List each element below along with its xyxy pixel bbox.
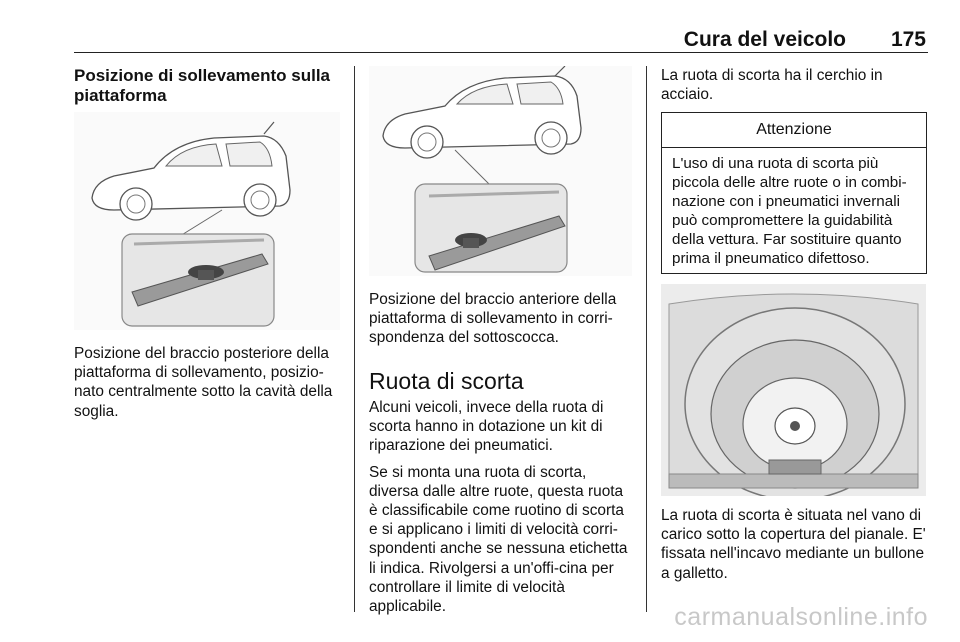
- figure-caption: La ruota di scorta è situata nel vano di carico sotto la copertura del pianale. E' fissata nell'incavo mediante un bullone a galletto.: [661, 507, 926, 582]
- column-divider: [646, 66, 647, 612]
- caption-block: [661, 506, 928, 583]
- figure-caption: Posizione del braccio posteriore della piattaforma di sollevamento, posizio-nato centralmente sotto la cavità della soglia.: [74, 345, 333, 420]
- figure-front-lift-point: [369, 66, 632, 276]
- figure-spare-wheel: [661, 284, 926, 496]
- warning-title: Attenzione: [662, 113, 926, 148]
- caption-block: [74, 344, 340, 421]
- figure-caption: Posizione del braccio anteriore della piattaforma di sollevamento in corri-spondenza del sottoscocca.: [369, 291, 617, 347]
- warning-box: [661, 112, 927, 274]
- intro-text: [661, 66, 928, 104]
- column-divider: [354, 66, 355, 612]
- section-heading: Posizione di sollevamento sulla piattaforma: [74, 66, 331, 105]
- page-number: 175: [890, 28, 926, 51]
- warning-text: L'uso di una ruota di scorta più piccola delle altre ruote o in combi-nazione con i pneumatici invernali può compromettere la guidabilità della vettura. Far sostituire quanto prima il pneumatico difettoso.: [672, 155, 907, 267]
- paragraph: Alcuni veicoli, invece della ruota di scorta hanno in dotazione un kit di riparazione dei pneumatici.: [369, 399, 604, 455]
- column-left: [74, 66, 340, 106]
- caption-block: [369, 290, 632, 348]
- page-header: [74, 20, 928, 53]
- section-title: Ruota di scorta: [369, 368, 524, 394]
- paragraph: Se si monta una ruota di scorta, diversa dalle altre ruote, questa ruota è classificabile come ruotino di scorta e si applicano i limiti di velocità corri-spondenti anche se nessuna etichetta li indica. Rivolgersi a un'offi-cina per controllare il limite di velocità applicabile.: [369, 463, 628, 616]
- watermark: carmanualsonline.info: [674, 603, 928, 631]
- chapter-title: Cura del veicolo: [683, 28, 846, 51]
- body-text: [369, 398, 632, 616]
- paragraph: La ruota di scorta ha il cerchio in acciaio.: [661, 67, 883, 104]
- figure-rear-lift-point: [74, 112, 340, 330]
